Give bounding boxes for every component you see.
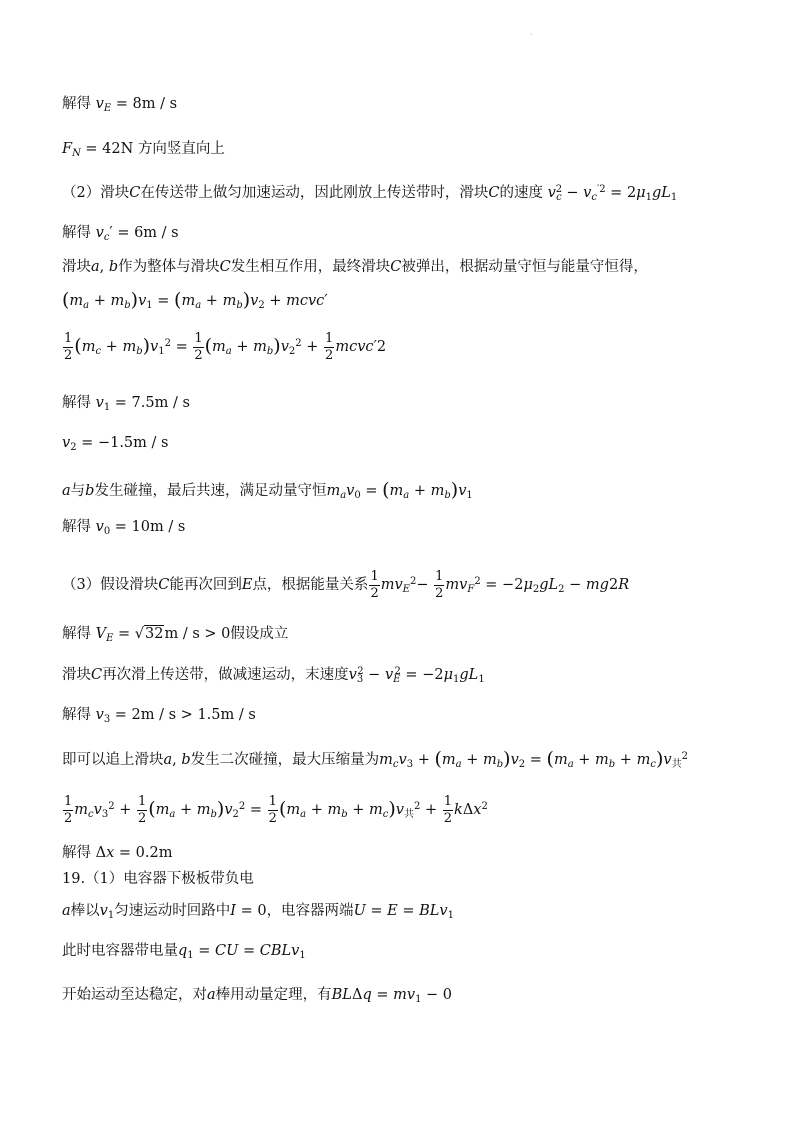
line-solve-dx: 解得 Δx = 0.2m xyxy=(62,845,173,861)
text: 的速度 xyxy=(499,185,543,201)
line-momentum-eq: $(m_a + m_b)v_1 = (m_a + m_b)v_2$ + mcvc′ xyxy=(62,289,328,311)
text: 解得 xyxy=(62,395,91,411)
text: 匀速运动时回路中 xyxy=(114,903,231,919)
text: 滑块 xyxy=(62,667,91,683)
line-solve-v3: 解得 $v_3 = 2m / s > 1.5m / s$ xyxy=(62,707,256,725)
line-collision-ab: a与b发生碰撞，最后共速，满足动量守恒$m_av_0 = (m_a + m_b)v_1$ xyxy=(62,479,473,501)
line-solve-v1: 解得 $v_1 = 7.5m / s$ xyxy=(62,395,190,413)
line-energy-spring: $\frac{1}{2}$ $m_cv_3^2$ + $\frac{1}{2}$ $(m_a + m_b)v_2^2$ = $\frac{1}{2}$ $(m_a + m_b + m_c)v_共^2$ + $\frac{1}{2}$ kΔx$^2$ xyxy=(64,794,488,826)
line-v2: $v_2 = -1.5m / s$ xyxy=(62,435,169,453)
line-charge: 此时电容器带电量$q_1$ = CU = CBLv$_1$ xyxy=(62,943,306,961)
text: 即可以追上滑块 xyxy=(62,752,164,768)
text: （2）滑块 xyxy=(62,185,130,201)
text: 再次滑上传送带，做减速运动，末速度 xyxy=(102,667,349,683)
text: 解得 xyxy=(62,707,91,723)
line-part2-intro: （2）滑块C在传送带上做匀加速运动，因此刚放上传送带时，滑块C的速度 $v^2_c - v_c^{'2} = 2\mu_1gL_1$ xyxy=(62,184,678,203)
text: 解得 xyxy=(62,845,91,861)
line-rod-a: a棒以$v_1$匀速运动时回路中I = 0，电容器两端U = E = BLv$_1$ xyxy=(62,903,454,921)
line-system-intro: 滑块a, b作为整体与滑块C发生相互作用，最终滑块C被弹出，根据动量守恒与能量守恒得， xyxy=(62,259,648,275)
line-energy-eq: $\frac{1}{2}$ $(m_c + m_b)v_1^2$ = $\frac{1}{2}$ $(m_a + m_b)v_2^2$ + $\frac{1}{2}$ mcvc′2 xyxy=(64,331,387,363)
text: 解得 xyxy=(62,96,91,112)
text: 被弹出，根据动量守恒与能量守恒得， xyxy=(401,259,648,275)
line-decelerate: 滑块C再次滑上传送带，做减速运动，末速度$v_3^2 - v_E^2 = -2\mu_1gL_1$ xyxy=(62,666,485,685)
text: 开始运动至达稳定，对 xyxy=(62,987,207,1003)
text: 解得 xyxy=(62,519,91,535)
text: 方向竖直向上 xyxy=(137,141,225,157)
line-normal-force: $F_N = 42N$ 方向竖直向上 xyxy=(62,141,225,159)
text: 解得 xyxy=(62,626,91,642)
line-second-collision: 即可以追上滑块a, b发生二次碰撞，最大压缩量为$m_cv_3 + (m_a + m_b)v_2 = (m_a + m_b + m_c)v_共^2$ xyxy=(62,748,688,770)
line-impulse: 开始运动至达稳定，对a棒用动量定理，有$BL\Delta q = mv_1 - 0$ xyxy=(62,987,453,1005)
line-solve-ve: 解得 $v_E = 8m / s$ xyxy=(62,96,178,114)
text: 发生二次碰撞，最大压缩量为 xyxy=(190,752,380,768)
line-solve-vc: 解得 $v_c' = 6m / s$ xyxy=(62,225,179,243)
text: 点，根据能量关系 xyxy=(252,577,369,594)
text: 能再次回到 xyxy=(169,577,242,594)
text: （3）假设滑块 xyxy=(62,577,159,594)
text: 在传送带上做匀加速运动，因此刚放上传送带时，滑块 xyxy=(140,185,489,201)
text: 发生碰撞，最后共速，满足动量守恒 xyxy=(94,483,327,499)
line-q19: 19.（1）电容器下极板带负电 xyxy=(62,871,254,887)
text: ，电容器两端 xyxy=(266,903,354,919)
text: 棒以 xyxy=(70,903,100,919)
line-part3-intro: （3）假设滑块C能再次回到E点，根据能量关系 $\frac{1}{2}$ $mv_E^2-$ $\frac{1}{2}$ $mv_F^2 = -2\mu_2gL_2 - mg2R$ xyxy=(62,569,630,601)
line-solve-VE: 解得 $V_E = √32m / s > 0$假设成立 xyxy=(62,626,289,644)
text: 发生相互作用，最终滑块 xyxy=(230,259,391,275)
text: 滑块 xyxy=(62,259,91,275)
text: 作为整体与滑块 xyxy=(118,259,220,275)
text: 与 xyxy=(70,483,86,499)
text: 解得 xyxy=(62,225,91,241)
text: 此时电容器带电量 xyxy=(62,943,178,959)
line-solve-v0: 解得 $v_0 = 10m / s$ xyxy=(62,519,186,537)
header-mark: · xyxy=(530,30,533,39)
text: 假设成立 xyxy=(230,626,289,642)
text: 棒用动量定理，有 xyxy=(215,987,332,1003)
